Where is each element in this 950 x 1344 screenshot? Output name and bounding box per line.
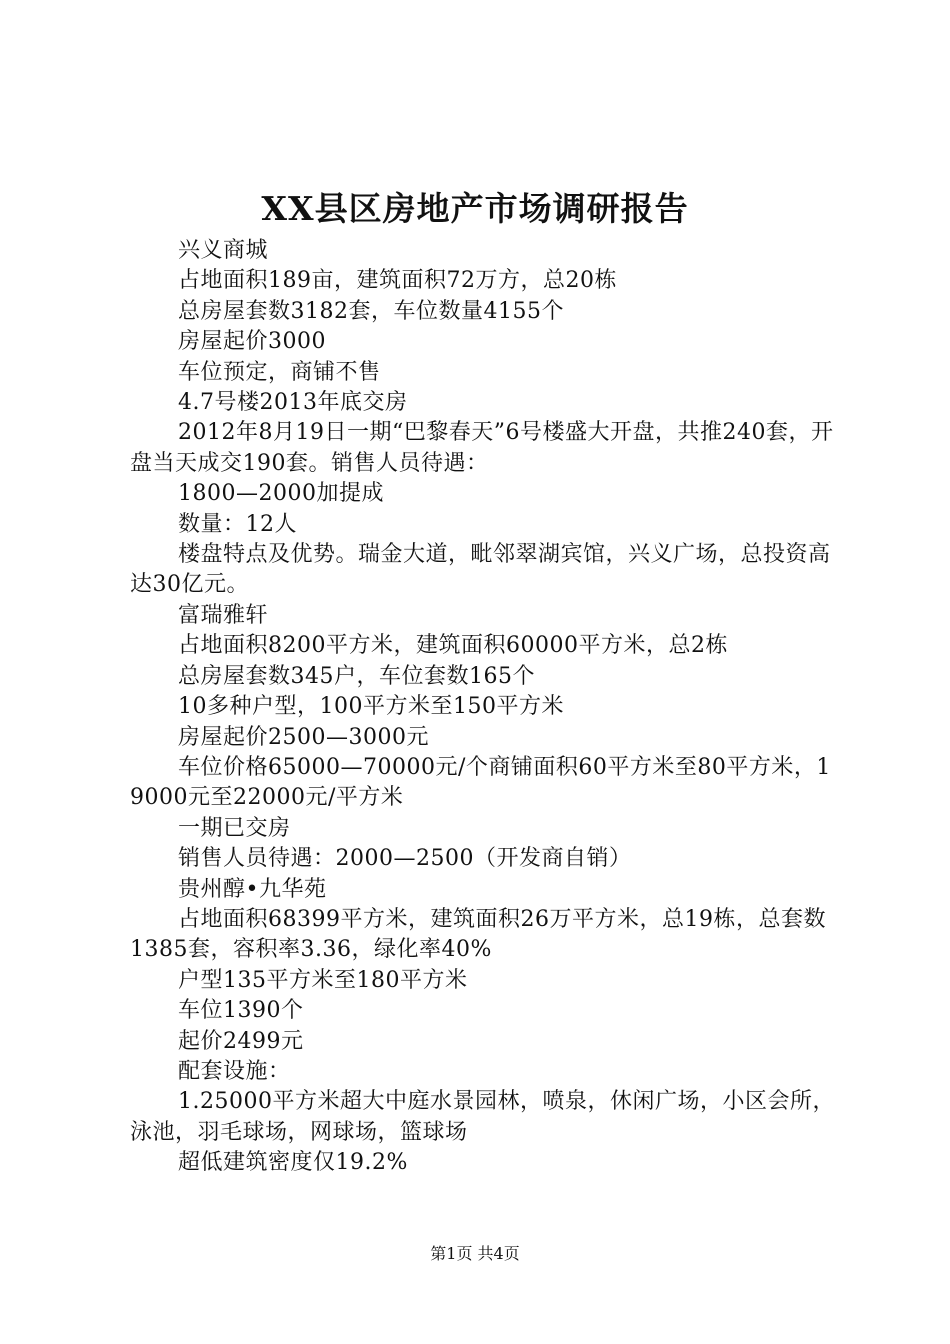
document-body bbox=[130, 236, 840, 1179]
paragraph: 一期已交房 bbox=[178, 815, 291, 841]
paragraph: 占地面积8200平方米，建筑面积60000平方米，总2栋 bbox=[178, 633, 728, 659]
paragraph: 销售人员待遇：2000—2500（开发商自销） bbox=[178, 846, 632, 872]
paragraph: 总房屋套数3182套，车位数量4155个 bbox=[178, 298, 564, 324]
paragraph: 户型135平方米至180平方米 bbox=[178, 967, 468, 993]
document-title: XX县区房地产市场调研报告 bbox=[261, 189, 689, 228]
paragraph: 10多种户型，100平方米至150平方米 bbox=[178, 694, 564, 720]
paragraph: 占地面积68399平方米，建筑面积26万平方米，总19栋，总套数1385套，容积率3.36，绿化率40% bbox=[130, 906, 826, 963]
paragraph: 起价2499元 bbox=[178, 1028, 304, 1054]
paragraph: 车位1390个 bbox=[178, 998, 304, 1024]
paragraph: 房屋起价2500—3000元 bbox=[178, 724, 429, 750]
paragraph: 配套设施： bbox=[178, 1058, 291, 1084]
paragraph: 楼盘特点及优势。瑞金大道，毗邻翠湖宾馆，兴义广场，总投资高达30亿元。 bbox=[130, 542, 831, 598]
paragraph: 占地面积189亩，建筑面积72万方，总20栋 bbox=[178, 268, 617, 294]
paragraph: 房屋起价3000 bbox=[178, 329, 326, 355]
paragraph: 4.7号楼2013年底交房 bbox=[178, 390, 408, 416]
paragraph: 兴义商城 bbox=[178, 238, 269, 263]
paragraph: 2012年8月19日一期“巴黎春天”6号楼盛大开盘，共推240套，开盘当天成交190套。销售人员待遇： bbox=[130, 420, 834, 476]
paragraph: 贵州醇•九华苑 bbox=[178, 876, 327, 902]
paragraph: 车位价格65000—70000元/个商铺面积60平方米至80平方米，19000元至22000元/平方米 bbox=[130, 754, 831, 811]
paragraph: 富瑞雅轩 bbox=[178, 602, 269, 628]
paragraph: 1.25000平方米超大中庭水景园林，喷泉，休闲广场，小区会所，泳池，羽毛球场，网球场，篮球场 bbox=[130, 1089, 835, 1145]
paragraph: 总房屋套数345户，车位套数165个 bbox=[178, 663, 535, 689]
page-footer: 第1页 共4页 bbox=[430, 1244, 520, 1263]
paragraph: 车位预定，商铺不售 bbox=[178, 359, 381, 385]
paragraph: 1800—2000加提成 bbox=[178, 481, 384, 507]
paragraph: 超低建筑密度仅19.2% bbox=[178, 1150, 408, 1176]
paragraph: 数量：12人 bbox=[178, 511, 297, 537]
